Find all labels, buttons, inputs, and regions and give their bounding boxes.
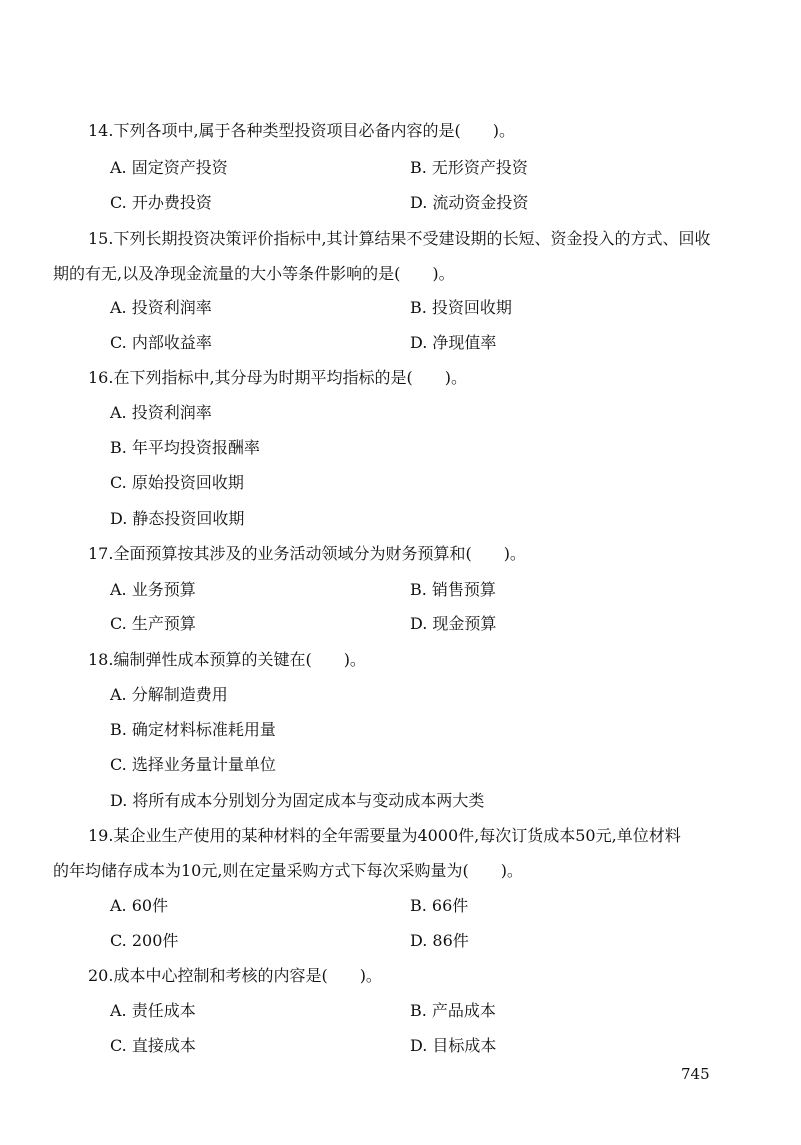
question-16-option-c: C. 原始投资回收期	[110, 473, 244, 492]
question-15-option-a: A. 投资利润率	[110, 298, 212, 317]
question-18-option-c: C. 选择业务量计量单位	[110, 755, 276, 774]
question-19-option-c: C. 200件	[110, 931, 179, 950]
question-14-option-a: A. 固定资产投资	[110, 158, 228, 177]
question-19-option-d: D. 86件	[410, 931, 469, 950]
question-19-stem-line1: 19.某企业生产使用的某种材料的全年需要量为4000件,每次订货成本50元,单位材料	[88, 826, 681, 845]
question-16-option-b: B. 年平均投资报酬率	[110, 438, 260, 457]
question-14-option-c: C. 开办费投资	[110, 193, 212, 212]
question-14-option-d: D. 流动资金投资	[410, 193, 529, 212]
question-20-option-c: C. 直接成本	[110, 1036, 196, 1055]
question-16-option-d: D. 静态投资回收期	[110, 509, 245, 528]
page-number: 745	[681, 1065, 710, 1083]
question-19-option-b: B. 66件	[410, 896, 469, 915]
question-20-option-d: D. 目标成本	[410, 1036, 497, 1055]
question-14-option-b: B. 无形资产投资	[410, 158, 528, 177]
question-15-option-c: C. 内部收益率	[110, 333, 212, 352]
question-18-stem: 18.编制弹性成本预算的关键在( )。	[88, 650, 366, 669]
question-15-option-b: B. 投资回收期	[410, 298, 512, 317]
question-17-option-d: D. 现金预算	[410, 614, 497, 633]
question-18-option-b: B. 确定材料标准耗用量	[110, 720, 276, 739]
question-20-option-a: A. 责任成本	[110, 1001, 196, 1020]
question-19-option-a: A. 60件	[110, 896, 169, 915]
question-17-option-a: A. 业务预算	[110, 580, 196, 599]
question-17-option-c: C. 生产预算	[110, 614, 196, 633]
question-18-option-a: A. 分解制造费用	[110, 685, 228, 704]
question-15-stem-line1: 15.下列长期投资决策评价指标中,其计算结果不受建设期的长短、资金投入的方式、回收	[88, 229, 711, 248]
question-15-stem-line2: 期的有无,以及净现金流量的大小等条件影响的是( )。	[53, 264, 455, 283]
question-16-option-a: A. 投资利润率	[110, 403, 212, 422]
question-17-stem: 17.全面预算按其涉及的业务活动领域分为财务预算和( )。	[88, 544, 526, 563]
question-20-option-b: B. 产品成本	[410, 1001, 496, 1020]
question-18-option-d: D. 将所有成本分别划分为固定成本与变动成本两大类	[110, 791, 485, 810]
question-19-stem-line2: 的年均储存成本为10元,则在定量采购方式下每次采购量为( )。	[53, 861, 523, 880]
question-15-option-d: D. 净现值率	[410, 333, 497, 352]
question-16-stem: 16.在下列指标中,其分母为时期平均指标的是( )。	[88, 368, 468, 387]
question-14-stem: 14.下列各项中,属于各种类型投资项目必备内容的是( )。	[88, 121, 516, 140]
question-20-stem: 20.成本中心控制和考核的内容是( )。	[88, 966, 382, 985]
question-17-option-b: B. 销售预算	[410, 580, 496, 599]
